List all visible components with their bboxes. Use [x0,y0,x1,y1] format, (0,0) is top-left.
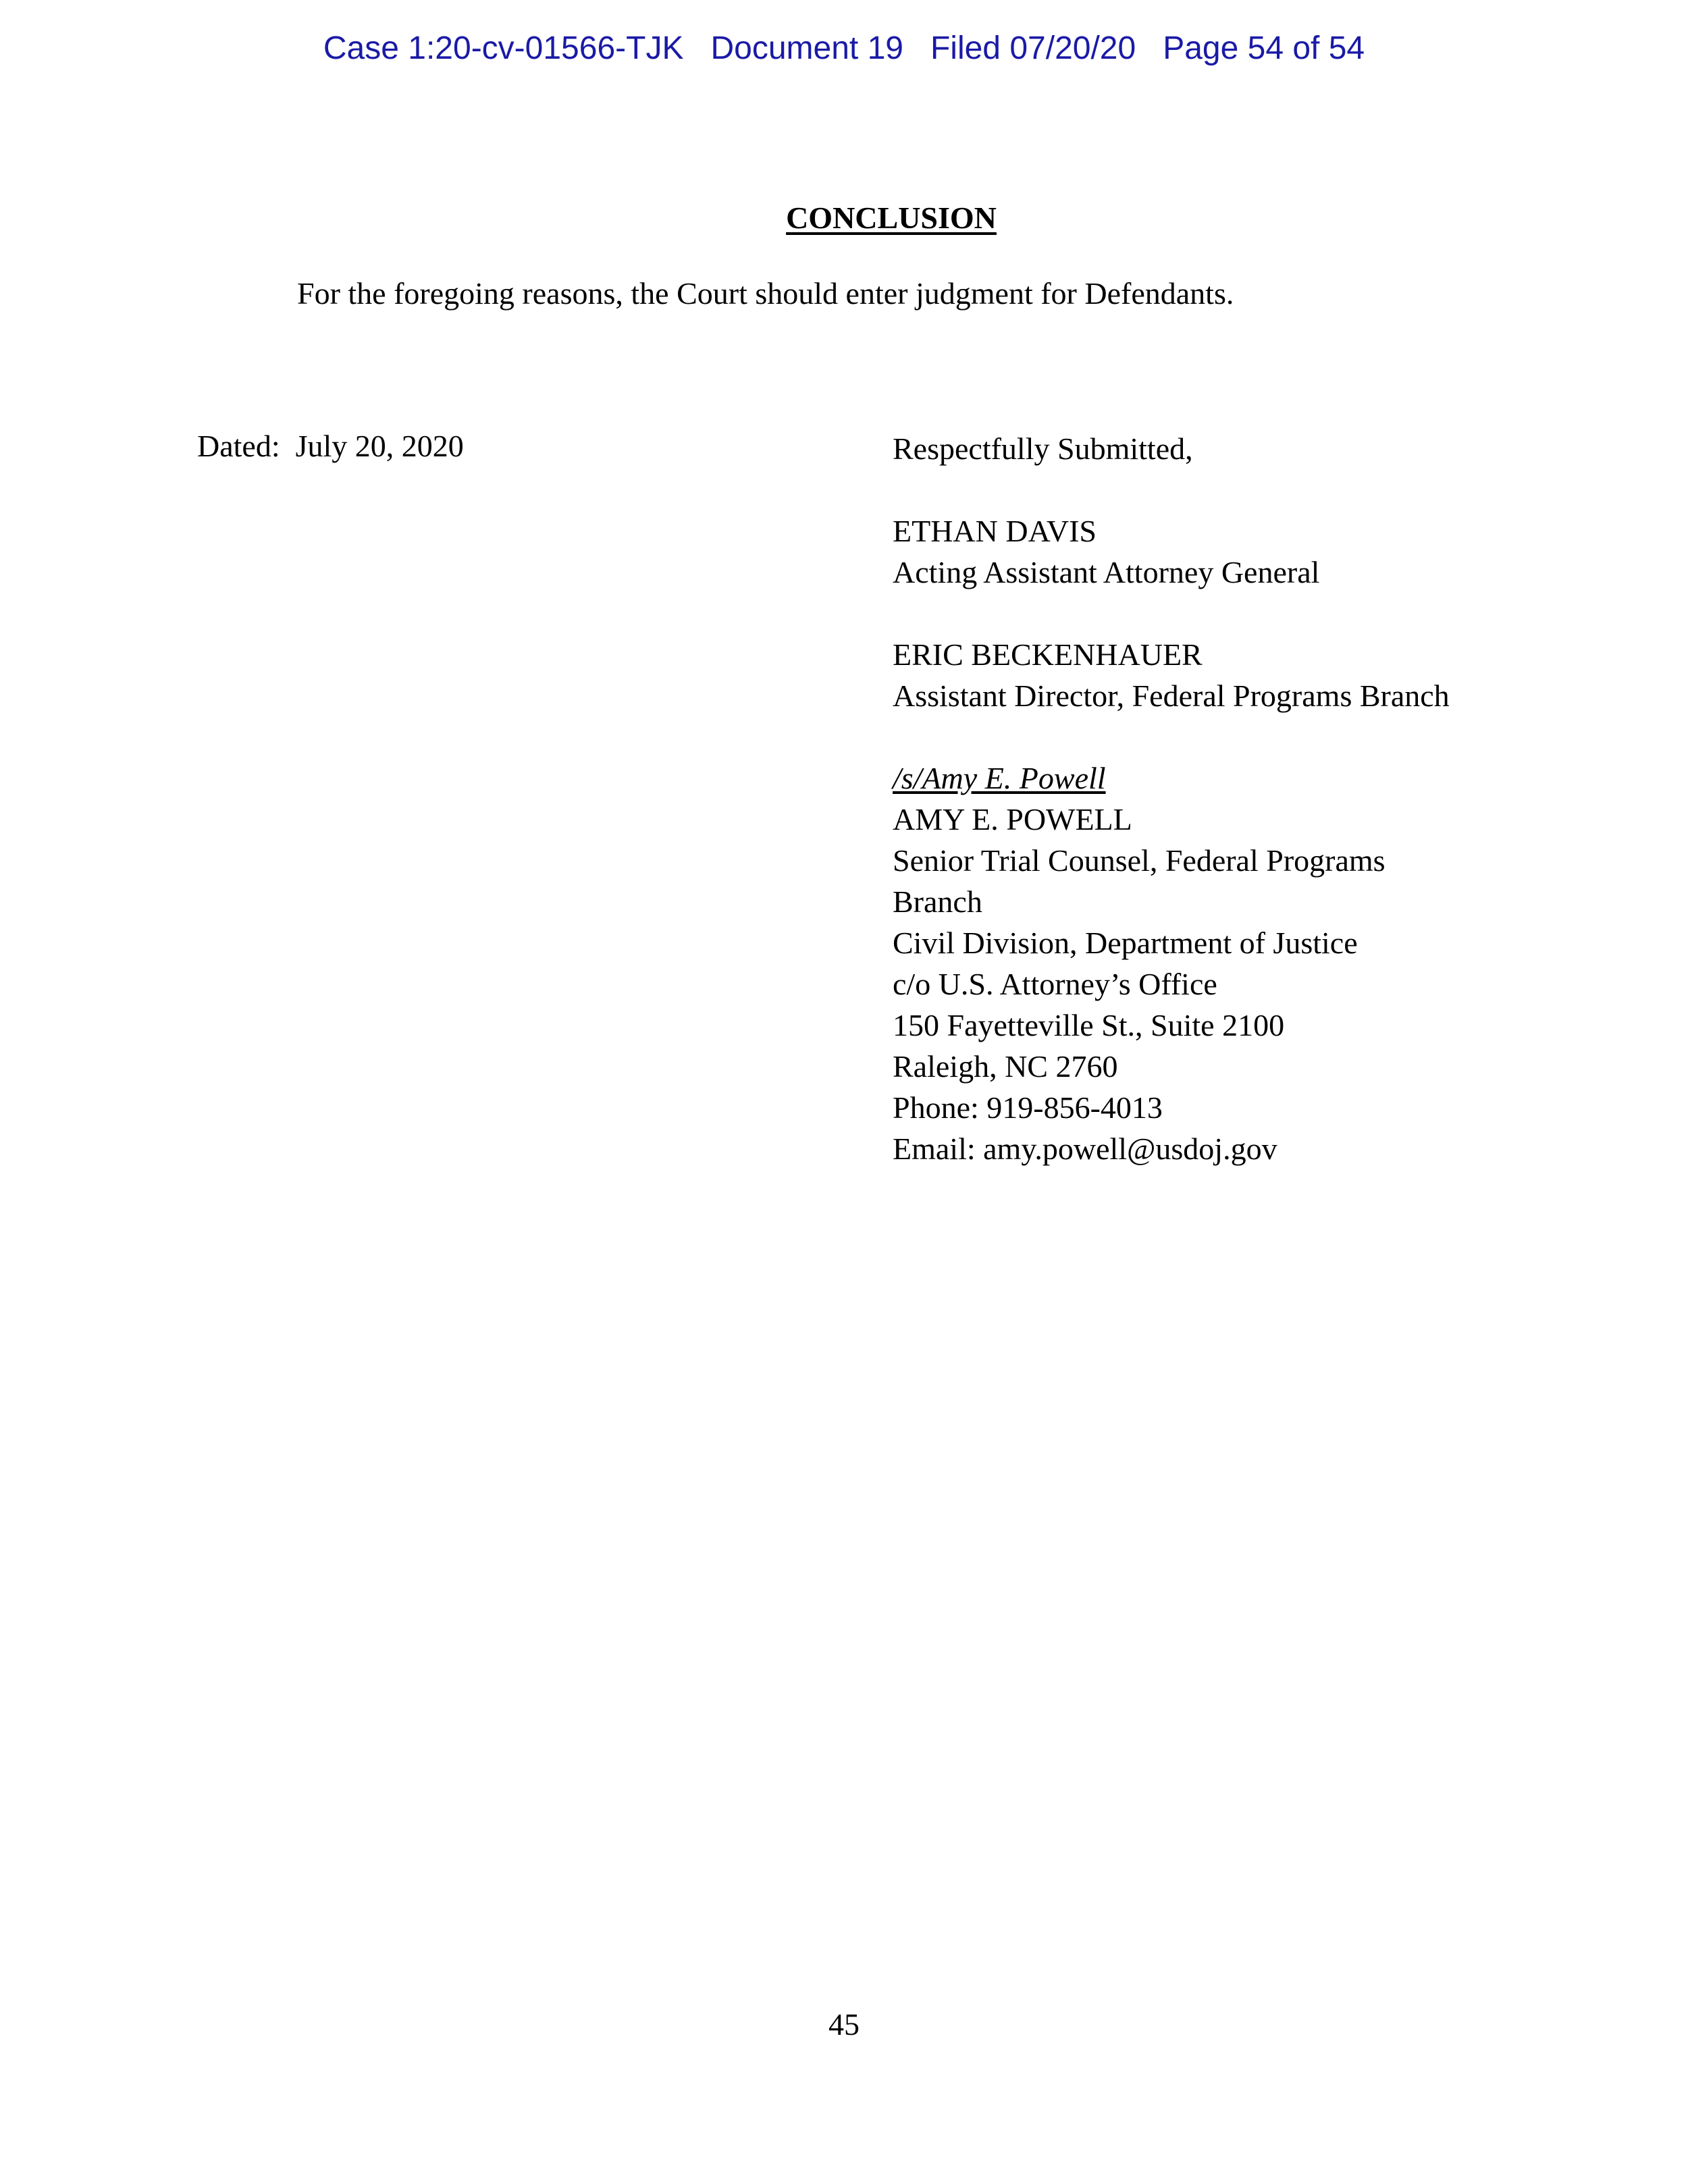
signer-title: Senior Trial Counsel, Federal Programs [893,843,1386,878]
section-heading: CONCLUSION [786,201,997,235]
body-paragraph: For the foregoing reasons, the Court should enter judgment for Defendants. [297,276,1234,311]
spacer [893,593,1568,634]
signer-name: ETHAN DAVIS [893,514,1097,548]
signature-block [893,428,1568,1169]
spacer [893,716,1568,757]
signer-name: ERIC BECKENHAUER [893,637,1203,672]
page-number: 45 [828,2007,860,2042]
electronic-signature: /s/Amy E. Powell [893,761,1106,795]
signer-title: Assistant Director, Federal Programs Branch [893,678,1450,713]
city-state-zip: Raleigh, NC 2760 [893,1049,1118,1084]
spacer [893,469,1568,510]
office-line: c/o U.S. Attorney’s Office [893,967,1217,1001]
signer-name: AMY E. POWELL [893,802,1132,836]
email-line: Email: amy.powell@usdoj.gov [893,1131,1277,1166]
signer-title-continued: Branch [893,884,982,919]
signer-title: Acting Assistant Attorney General [893,555,1320,589]
phone-line: Phone: 919-856-4013 [893,1090,1163,1125]
street-address: 150 Fayetteville St., Suite 2100 [893,1008,1285,1042]
division-line: Civil Division, Department of Justice [893,926,1358,960]
ecf-filing-header: Case 1:20-cv-01566-TJK Document 19 Filed 07/20/20 Page 54 of 54 [323,30,1365,66]
date-line: Dated: July 20, 2020 [197,429,464,463]
closing-line: Respectfully Submitted, [893,431,1193,466]
